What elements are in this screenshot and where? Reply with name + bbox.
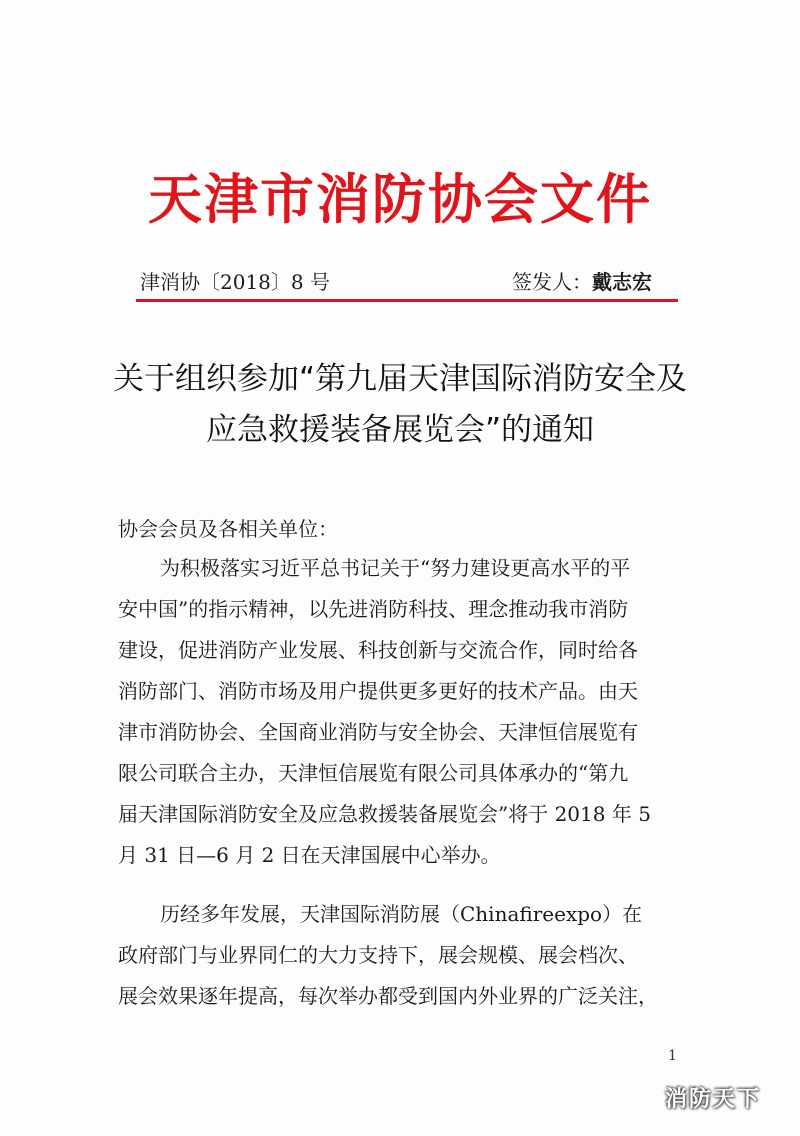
paragraph-line: 月 31 日—6 月 2 日在天津国展中心举办。 — [118, 843, 501, 867]
notice-title-line: 应急救援装备展览会”的通知 — [205, 412, 595, 448]
paragraph-line: 消防部门、消防市场及用户提供更多更好的技术产品。由天 — [118, 679, 638, 703]
paragraph-line: 建设，促进消防产业发展、科技创新与交流合作，同时给各 — [118, 638, 638, 662]
notice-title-line: 关于组织参加“第九届天津国际消防安全及 — [112, 361, 688, 397]
paragraph-line: 政府部门与业界同仁的大力支持下，展会规模、展会档次、 — [118, 943, 638, 967]
org-header-title: 天津市消防协会文件 — [148, 168, 652, 231]
paragraph-line: 展会效果逐年提高，每次举办都受到国内外业界的广泛关注， — [118, 984, 658, 1008]
page-number: 1 — [668, 1048, 677, 1064]
paragraph-line: 限公司联合主办，天津恒信展览有限公司具体承办的“第九 — [118, 761, 629, 785]
paragraph-line: 津市消防协会、全国商业消防与安全协会、天津恒信展览有 — [118, 720, 638, 744]
signer-label: 签发人： — [512, 270, 592, 294]
body-paragraph — [118, 894, 690, 1017]
signer-block — [512, 268, 652, 296]
paragraph-line: 安中国”的指示精神，以先进消防科技、理念推动我市消防 — [118, 597, 629, 621]
paragraph-line: 届天津国际消防安全及应急救援装备展览会”将于 2018 年 5 — [118, 802, 651, 826]
document-number: 津消协〔2018〕8 号 — [140, 270, 330, 294]
body-paragraph — [118, 548, 690, 876]
paragraph-line: 历经多年发展，天津国际消防展（Chinafireexpo）在 — [160, 902, 643, 926]
notice-title — [90, 354, 710, 456]
signer-name: 戴志宏 — [592, 270, 652, 294]
red-divider-line — [136, 299, 678, 302]
paragraph-line: 为积极落实习近平总书记关于“努力建设更高水平的平 — [160, 556, 631, 580]
watermark-logo: 消防天下 — [664, 1086, 761, 1112]
salutation: 协会会员及各相关单位： — [118, 517, 338, 541]
